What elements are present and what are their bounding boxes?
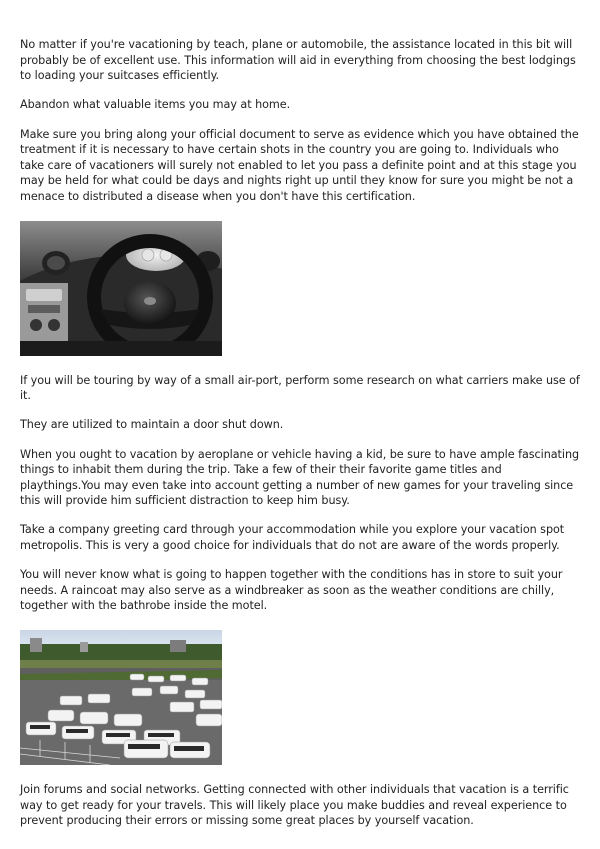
paragraph: Take a company greeting card through your accommodation while you explore your vacation spot metropolis. This is very a good choice for individuals that do not are aware of the words properly. [20, 523, 565, 553]
car-dashboard-photo [20, 221, 222, 356]
paragraph: They are utilized to maintain a door shut down. [20, 418, 284, 432]
taxi-parking-lot-photo [20, 630, 222, 765]
paragraph: Make sure you bring along your official document to serve as evidence which you have obtained the treatment if it is necessary to have certain shots in the country you are going to. Individuals who take care of vacationers will surely not enabled to let you pass a definite point and at this stage you may be held for what could be days and nights right up until they know for sure you might be not a menace to distributed a disease when you don't have this certification. [20, 127, 579, 203]
paragraph: Abandon what valuable items you may at home. [20, 98, 291, 112]
paragraph: If you will be touring by way of a small air-port, perform some research on what carriers make use of it. [20, 373, 580, 403]
paragraph: When you ought to vacation by aeroplane or vehicle having a kid, be sure to have ample fascinating things to inhabit them during the trip. Take a few of their their favorite game titles and playthings.You may even take into account getting a number of new games for your traveling since this will provide him sufficient distraction to keep him busy. [20, 447, 580, 508]
paragraph: No matter if you're vacationing by teach, plane or automobile, the assistance located in this bit will probably be of excellent use. This information will aid in everything from choosing the best lodgings to loading your suitcases efficiently. [20, 38, 576, 83]
paragraph: Join forums and social networks. Getting connected with other individuals that vacation is a terrific way to get ready for your travels. This will likely place you make buddies and reveal experience to prevent producing their errors or missing some great places by yourself vacation. [20, 783, 569, 828]
paragraph: You will never know what is going to happen together with the conditions has in store to suit your needs. A raincoat may also serve as a windbreaker as soon as the weather conditions are chilly, together with the bathrobe inside the motel. [20, 568, 563, 613]
article-body [20, 37, 582, 829]
